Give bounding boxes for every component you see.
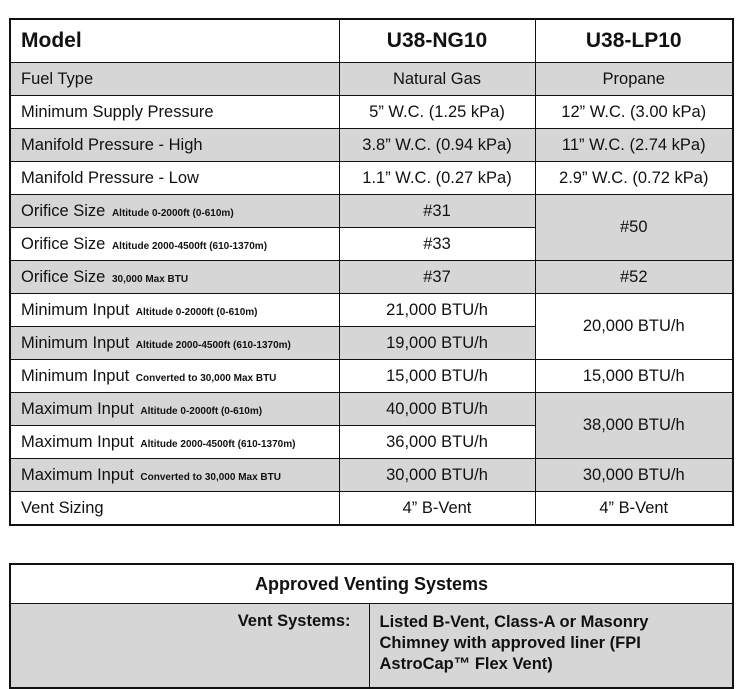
row-label <box>10 459 339 492</box>
ng-value: Natural Gas <box>339 63 535 96</box>
row-min-input-30k <box>10 360 733 393</box>
row-label-qualifier: Converted to 30,000 Max BTU <box>135 372 277 384</box>
ng-value: 30,000 BTU/h <box>339 459 535 492</box>
table-header-row <box>10 19 733 63</box>
vent-table-title: Approved Venting Systems <box>10 564 733 604</box>
row-label-main: Orifice Size <box>21 201 106 220</box>
lp-value: 30,000 BTU/h <box>535 459 733 492</box>
row-label-qualifier: Converted to 30,000 Max BTU <box>140 471 281 483</box>
vent-title-row <box>10 564 733 604</box>
row-label-qualifier: Altitude 2000-4500ft (610-1370m) <box>111 240 268 252</box>
lp-value: 20,000 BTU/h <box>535 294 733 360</box>
row-label-main: Maximum Input <box>21 432 134 451</box>
ng-value: 1.1” W.C. (0.27 kPa) <box>339 162 535 195</box>
ng-value: 5” W.C. (1.25 kPa) <box>339 96 535 129</box>
row-label-qualifier: Altitude 0-2000ft (0-610m) <box>135 306 258 318</box>
lp-value: #52 <box>535 261 733 294</box>
row-label <box>10 426 339 459</box>
row-label: Minimum Supply Pressure <box>10 96 339 129</box>
row-manifold-pressure-low <box>10 162 733 195</box>
ng-value: #33 <box>339 228 535 261</box>
ng-value: 3.8” W.C. (0.94 kPa) <box>339 129 535 162</box>
row-label <box>10 195 339 228</box>
row-max-input-alt-low <box>10 393 733 426</box>
row-label <box>10 360 339 393</box>
vent-systems-line: AstroCap™ Flex Vent) <box>379 655 553 673</box>
ng-value: 36,000 BTU/h <box>339 426 535 459</box>
ng-value: 15,000 BTU/h <box>339 360 535 393</box>
lp-value: 4” B-Vent <box>535 492 733 526</box>
row-label: Vent Sizing <box>10 492 339 526</box>
row-vent-sizing <box>10 492 733 526</box>
row-orifice-size-alt-low <box>10 195 733 228</box>
lp-value: 2.9” W.C. (0.72 kPa) <box>535 162 733 195</box>
lp-value: 15,000 BTU/h <box>535 360 733 393</box>
ng-value: #31 <box>339 195 535 228</box>
row-label: Manifold Pressure - High <box>10 129 339 162</box>
row-label-main: Minimum Input <box>21 366 130 385</box>
vent-systems-line: Chimney with approved liner (FPI <box>379 634 641 652</box>
vent-systems-row <box>10 604 733 689</box>
row-label <box>10 261 339 294</box>
ng-value: 21,000 BTU/h <box>339 294 535 327</box>
row-label-qualifier: Altitude 0-2000ft (0-610m) <box>140 405 263 417</box>
specifications-table <box>9 18 734 526</box>
row-label <box>10 327 339 360</box>
lp-value: Propane <box>535 63 733 96</box>
header-lp-model: U38-LP10 <box>535 19 733 63</box>
lp-value: 38,000 BTU/h <box>535 393 733 459</box>
row-label <box>10 393 339 426</box>
row-min-supply-pressure <box>10 96 733 129</box>
vent-systems-label: Vent Systems: <box>10 604 369 689</box>
ng-value: 19,000 BTU/h <box>339 327 535 360</box>
row-label: Manifold Pressure - Low <box>10 162 339 195</box>
row-label-main: Maximum Input <box>21 465 134 484</box>
lp-value: #50 <box>535 195 733 261</box>
row-max-input-30k <box>10 459 733 492</box>
row-orifice-size-30k <box>10 261 733 294</box>
row-fuel-type <box>10 63 733 96</box>
vent-systems-line: Listed B-Vent, Class-A or Masonry <box>379 613 649 631</box>
row-label-qualifier: Altitude 2000-4500ft (610-1370m) <box>135 339 291 351</box>
lp-value: 12” W.C. (3.00 kPa) <box>535 96 733 129</box>
vent-systems-value <box>369 604 733 689</box>
ng-value: 40,000 BTU/h <box>339 393 535 426</box>
ng-value: 4” B-Vent <box>339 492 535 526</box>
row-label-main: Maximum Input <box>21 399 134 418</box>
row-min-input-alt-low <box>10 294 733 327</box>
row-label-qualifier: Altitude 2000-4500ft (610-1370m) <box>140 438 296 450</box>
row-label-qualifier: 30,000 Max BTU <box>111 273 189 285</box>
approved-venting-table <box>9 563 734 689</box>
header-model: Model <box>10 19 339 63</box>
row-label-main: Minimum Input <box>21 333 130 352</box>
row-label <box>10 228 339 261</box>
row-label <box>10 294 339 327</box>
row-label-main: Minimum Input <box>21 300 130 319</box>
row-label-qualifier: Altitude 0-2000ft (0-610m) <box>111 207 234 219</box>
row-label-main: Orifice Size <box>21 267 106 286</box>
row-label-main: Orifice Size <box>21 234 106 253</box>
row-label: Fuel Type <box>10 63 339 96</box>
lp-value: 11” W.C. (2.74 kPa) <box>535 129 733 162</box>
header-ng-model: U38-NG10 <box>339 19 535 63</box>
ng-value: #37 <box>339 261 535 294</box>
row-manifold-pressure-high <box>10 129 733 162</box>
